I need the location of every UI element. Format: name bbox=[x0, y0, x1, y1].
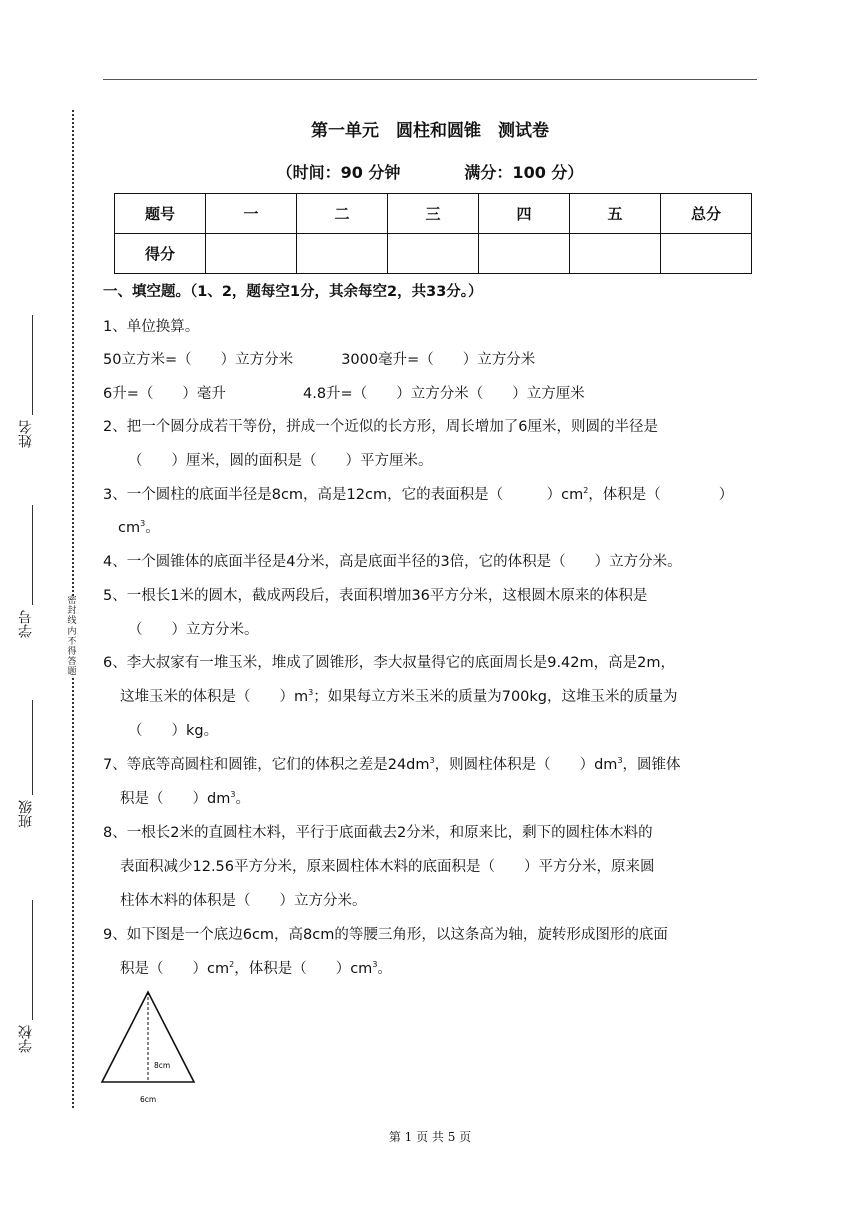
score-table-header-row bbox=[115, 194, 752, 234]
score-table-header-cell: 二 bbox=[297, 194, 388, 234]
question-9-text: 积是（ ）cm bbox=[120, 961, 230, 977]
question-7-cont bbox=[120, 787, 250, 808]
question-9: 9、如下图是一个底边6cm，高8cm的等腰三角形，以这条高为轴，旋转形成图形的底面 bbox=[103, 927, 668, 943]
score-table-header-cell: 总分 bbox=[661, 194, 752, 234]
question-6-cont2: （ ）kg。 bbox=[128, 723, 219, 739]
score-cell[interactable] bbox=[388, 234, 479, 274]
punctuation: 。 bbox=[145, 520, 160, 536]
question-3-cont bbox=[118, 516, 160, 537]
school-field-label: 学校 bbox=[18, 1025, 34, 1053]
question-7-text: ，则圆柱体积是（ ）dm bbox=[434, 757, 618, 773]
page-number: 第 1 页 共 5 页 bbox=[388, 1130, 472, 1144]
seal-notice: 密封线内不得答题 bbox=[65, 596, 79, 678]
score-table-header-cell: 五 bbox=[570, 194, 661, 234]
school-field-line[interactable] bbox=[32, 900, 33, 1020]
question-1-line-a: 50立方米=（ ）立方分米 3000毫升=（ ）立方分米 bbox=[103, 352, 536, 368]
question-7 bbox=[103, 753, 681, 774]
score-cell[interactable] bbox=[297, 234, 388, 274]
score-table-header-cell: 题号 bbox=[115, 194, 206, 234]
question-7-text: 积是（ ）dm bbox=[120, 791, 231, 807]
superscript: 3 bbox=[372, 960, 378, 969]
score-table-score-row bbox=[115, 234, 752, 274]
question-4: 4、一个圆锥体的底面半径是4分米，高是底面半径的3倍，它的体积是（ ）立方分米。 bbox=[103, 554, 682, 570]
question-3 bbox=[103, 483, 733, 504]
name-field-line[interactable] bbox=[32, 315, 33, 415]
question-1: 1、单位换算。 bbox=[103, 319, 200, 335]
isosceles-triangle-figure bbox=[98, 988, 198, 1108]
question-5: 5、一根长1米的圆木，截成两段后，表面积增加36平方分米，这根圆木原来的体积是 bbox=[103, 588, 648, 604]
superscript: 2 bbox=[229, 960, 235, 969]
score-cell[interactable] bbox=[206, 234, 297, 274]
page-title: 第一单元 圆柱和圆锥 测试卷 bbox=[311, 121, 549, 141]
question-3-text: 3、一个圆柱的底面半径是8cm，高是12cm，它的表面积是（ ）cm bbox=[103, 487, 584, 503]
question-9-text: ，体积是（ ）cm bbox=[234, 961, 373, 977]
question-8: 8、一根长2米的直圆柱木料，平行于底面截去2分米，和原来比，剩下的圆柱体木料的 bbox=[103, 825, 653, 841]
question-8-cont2: 柱体木料的体积是（ ）立方分米。 bbox=[120, 893, 367, 909]
score-table-header-cell: 四 bbox=[479, 194, 570, 234]
superscript: 2 bbox=[583, 486, 589, 495]
question-6: 6、李大叔家有一堆玉米，堆成了圆锥形，李大叔量得它的底面周长是9.42m，高是2m， bbox=[103, 655, 675, 671]
question-9-cont bbox=[120, 957, 392, 978]
unit-text: cm bbox=[118, 520, 141, 536]
score-cell[interactable] bbox=[570, 234, 661, 274]
score-row-label: 得分 bbox=[115, 234, 206, 274]
superscript: 3 bbox=[308, 688, 314, 697]
score-table bbox=[114, 193, 752, 274]
question-8-cont: 表面积减少12.56平方分米，原来圆柱体木料的底面积是（ ）平方分米，原来圆 bbox=[120, 859, 655, 875]
score-table-header-cell: 一 bbox=[206, 194, 297, 234]
question-2-cont: （ ）厘米，圆的面积是（ ）平方厘米。 bbox=[128, 453, 433, 469]
class-field-line[interactable] bbox=[32, 700, 33, 795]
score-cell[interactable] bbox=[479, 234, 570, 274]
base-label: 6cm bbox=[140, 1095, 157, 1104]
question-3-text: ，体积是（ ） bbox=[588, 487, 734, 503]
student-id-field-label: 学号 bbox=[18, 610, 34, 638]
question-2: 2、把一个圆分成若干等份，拼成一个近似的长方形，周长增加了6厘米，则圆的半径是 bbox=[103, 419, 658, 435]
student-id-field-line[interactable] bbox=[32, 505, 33, 605]
section-heading: 一、填空题。（1、2，题每空1分，其余每空2，共33分。） bbox=[103, 284, 483, 300]
class-field-label: 班级 bbox=[18, 800, 34, 828]
question-6-cont bbox=[120, 685, 678, 706]
question-6-text: ；如果每立方米玉米的质量为700kg，这堆玉米的质量为 bbox=[313, 689, 678, 705]
name-field-label: 姓名 bbox=[18, 420, 34, 448]
punctuation: 。 bbox=[377, 961, 392, 977]
question-7-text: ，圆锥体 bbox=[622, 757, 681, 773]
height-label: 8cm bbox=[154, 1061, 171, 1070]
superscript: 3 bbox=[140, 519, 146, 528]
question-5-cont: （ ）立方分米。 bbox=[128, 622, 259, 638]
exam-info: （时间：90 分钟 满分：100 分） bbox=[276, 163, 584, 182]
superscript: 3 bbox=[617, 756, 623, 765]
score-table-header-cell: 三 bbox=[388, 194, 479, 234]
question-7-text: 7、等底等高圆柱和圆锥，它们的体积之差是24dm bbox=[103, 757, 430, 773]
question-1-line-b: 6升=（ ）毫升 4.8升=（ ）立方分米（ ）立方厘米 bbox=[103, 386, 585, 402]
top-rule bbox=[103, 79, 757, 80]
punctuation: 。 bbox=[235, 791, 250, 807]
superscript: 3 bbox=[230, 790, 236, 799]
score-cell[interactable] bbox=[661, 234, 752, 274]
question-6-text: 这堆玉米的体积是（ ）m bbox=[120, 689, 309, 705]
superscript: 3 bbox=[429, 756, 435, 765]
